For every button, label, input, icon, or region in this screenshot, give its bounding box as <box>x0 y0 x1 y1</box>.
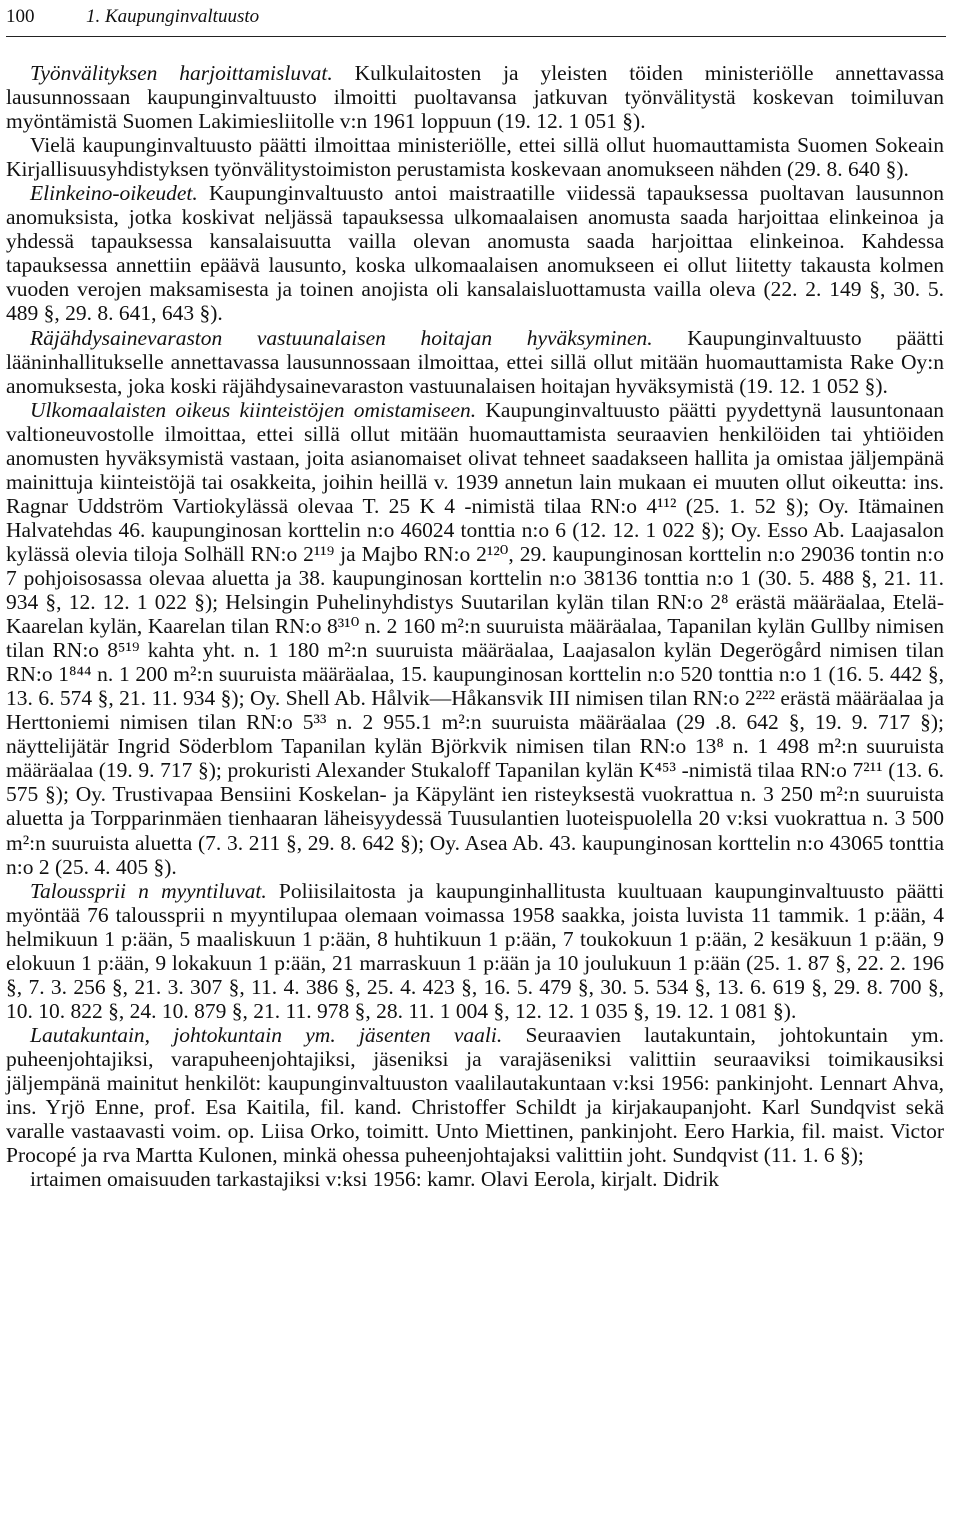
header-rule <box>6 36 946 37</box>
paragraph-heading: Räjähdysainevaraston vastuunalaisen hoitajan hyväksyminen. <box>30 325 653 350</box>
paragraph <box>6 61 944 133</box>
body-text <box>6 61 944 1191</box>
paragraph <box>6 181 944 325</box>
paragraph <box>6 879 944 1023</box>
page-number: 100 <box>6 6 35 27</box>
paragraph-text: Seuraavien lautakuntain, johtokuntain ym. puheenjohtajiksi, varapuheenjohtajiksi, jäseniksi ja varajäseniksi valittiin seuraaviksi toimikausiksi jäljempänä mainitut henkilöt: kaupunginvaltuuston vaalilautakuntaan v:ksi 1956: pankinjoht. Lennart Ahva, ins. Yrjö Enne, prof. Esa Kaitila, fil. kand. Christoffer Schildt ja kirjakaupanjoht. Karl Sundqvist sekä varalle vastaavasti voim. op. Liisa Orko, toimitt. Unto Miettinen, pankinjoht. Eero Harkia, fil. maist. Victor Procopé ja rva Martta Kulonen, minkä ohessa puheenjohtajaksi valittiin joht. Sundqvist (11. 1. 6 §); <box>6 1022 944 1168</box>
paragraph-text: Kaupunginvaltuusto antoi maistraatille viidessä tapauksessa puoltavan lausunnon anomuksista, jotka koskivat neljässä tapauksessa ulkomaalaisen anomusta saada harjoittaa elinkeinoa ja yhdessä tapauksessa kansalaisuutta vailla olevan anomusta saada harjoittaa elinkeinoa. Kahdessa tapauksessa annettiin epäävä lausunto, koska ulkomaalaisen anomukseen ei ollut liitetty takausta kolmen vuoden verojen maksamisesta ja toinen anojista oli kansalaisluottamusta vailla oleva (22. 2. 149 §, 30. 5. 489 §, 29. 8. 641, 643 §). <box>6 181 944 326</box>
paragraph <box>6 398 944 879</box>
paragraph-heading: Työnvälityksen harjoittamisluvat. <box>30 61 333 85</box>
paragraph <box>6 133 944 181</box>
paragraph <box>6 326 944 398</box>
running-title: 1. Kaupunginvaltuusto <box>86 6 260 27</box>
paragraph-text: Poliisilaitosta ja kaupunginhallitusta kuultuaan kaupunginvaltuusto päätti myöntää 76 taloussprii n myyntilupaa olemaan voimassa 1958 saakka, joista luvista 11 tammik. 1 p:ään, 4 helmikuun 1 p:ään, 5 maaliskuun 1 p:ään, 8 huhtikuun 1 p:ään, 7 toukokuun 1 p:ään, 2 kesäkuun 1 p:ään, 9 elokuun 1 p:ään, 9 lokakuun 1 p:ään, 21 marraskuun 1 p:ään ja 10 joulukuun 1 p:ään (25. 1. 87 §, 22. 2. 196 §, 7. 3. 256 §, 21. 3. 307 §, 11. 4. 386 §, 25. 4. 423 §, 16. 5. 479 §, 30. 5. 534 §, 13. 6. 619 §, 29. 8. 700 §, 10. 10. 822 §, 24. 10. 879 §, 21. 11. 978 §, 28. 11. 1 004 §, 12. 12. 1 035 §, 19. 12. 1 081 §). <box>6 878 944 1023</box>
running-header <box>6 2 944 28</box>
paragraph-heading: Elinkeino-oikeudet. <box>30 181 198 206</box>
paragraph-heading: Ulkomaalaisten oikeus kiinteistöjen omistamiseen. <box>30 397 477 422</box>
paragraph-heading: Taloussprii n myyntiluvat. <box>30 878 267 903</box>
paragraph <box>6 1023 944 1167</box>
paragraph-heading: Lautakuntain, johtokuntain ym. jäsenten vaali. <box>30 1022 503 1047</box>
continuation-line: irtaimen omaisuuden tarkastajiksi v:ksi 1956: kamr. Olavi Eerola, kirjalt. Didrik <box>30 1167 720 1192</box>
paragraph-text: Kaupunginvaltuusto päätti lääninhallitukselle annettavassa lausunnossaan ilmoittaa, ettei sillä ollut mitään huomauttamista Rake Oy:n anomuksesta, joka koski räjähdysainevaraston vastuunalaisen hoitajan hyväksymistä (19. 12. 1 052 §). <box>6 325 944 398</box>
paragraph-text: Kaupunginvaltuusto päätti pyydettynä lausuntonaan valtioneuvostolle ilmoittaa, ettei sillä ollut mitään huomauttamista seuraavien henkilöiden tai yhtiöiden anomusten hyväksymistä vastaan, joita asianomaiset olivat tehneet saadakseen hallita ja omistaa jäljempänä mainittuja kiinteistöjä tai osakkeita, joihin heillä v. 1939 annetun lain mukaan ei muuten ollut oikeutta: ins. Ragnar Uddström Vartiokylässä olevaa T. 25 K 4 -nimistä tilaa RN:o 4¹¹² (25. 1. 52 §); Oy. Itämainen Halvatehdas 46. kaupunginosan korttelin n:o 46024 tonttia n:o 6 (12. 12. 1 022 §); Oy. Esso Ab. Laajasalon kylässä olevia tiloja Solhäll RN:o 2¹¹⁹ ja Majbo RN:o 2¹²⁰, 29. kaupunginosan korttelin n:o 29036 tontin n:o 7 pohjoisosassa olevaa aluetta ja 38. kaupunginosan korttelin n:o 38136 tonttia n:o 1 (30. 5. 488 §, 21. 11. 934 §, 12. 12. 1 022 §); Helsingin Puhelinyhdistys Suutarilan kylän tilan RN:o 2⁸ erästä määräalaa, Etelä-Kaarelan kylän, Kaarelan tilan RN:o 8³¹⁰ n. 2 160 m²:n suuruista määräalaa, Tapanilan kylän Gullby nimisen tilan RN:o 8⁵¹⁹ kahta yht. n. 1 180 m²:n suuruista määräalaa, Laajasalon kylän Degerögård nimisen tilan RN:o 1⁸⁴⁴ n. 1 200 m²:n suuruista määräalaa, 15. kaupunginosan korttelin n:o 520 tonttia n:o 1 (16. 5. 442 §, 13. 6. 574 §, 21. 11. 934 §); Oy. Shell Ab. Hålvik—Håkansvik III nimisen tilan RN:o 2²²² erästä määräalaa ja Herttoniemi nimisen tilan RN:o 5³³ n. 2 955.1 m²:n suuruista määräalaa (29 .8. 642 §, 19. 9. 717 §); näyttelijätär Ingrid Söderblom Tapanilan kylän Björkvik nimisen tilan RN:o 13⁸ n. 1 498 m²:n suuruista määräalaa (19. 9. 717 §); prokuristi Alexander Stukaloff Tapanilan kylän K⁴⁵³ -nimistä tilaa RN:o 7²¹¹ (13. 6. 575 §); Oy. Trustivapaa Bensiini Koskelan- ja Käpylänt ien risteyksestä vuokrattua n. 3 250 m²:n suuruista aluetta ja Torpparinmäen tienhaaran läheisyydessä Tuusulantien luoteispuolella 20 v:ksi vuokrattua n. 3 500 m²:n suuruista aluetta (7. 3. 211 §, 29. 8. 642 §); Oy. Asea Ab. 43. kaupunginosan korttelin n:o 43065 tonttia n:o 2 (25. 4. 405 §). <box>6 397 944 879</box>
paragraph-text: Kulkulaitosten ja yleisten töiden ministeriölle annettavassa lausunnossaan kaupunginvaltuusto ilmoitti puoltavansa jatkuvan työnvälitystä koskevan toimiluvan myöntämistä Suomen Lakimiesliitolle v:n 1961 loppuun (19. 12. 1 051 §). <box>6 61 945 134</box>
paragraph-text: Vielä kaupunginvaltuusto päätti ilmoittaa ministeriölle, ettei sillä ollut huomauttamista Suomen Sokeain Kirjallisuusyhdistyksen työnvälitystoimiston perustamista koskevaan anomukseen nähden (29. 8. 640 §). <box>6 133 944 182</box>
